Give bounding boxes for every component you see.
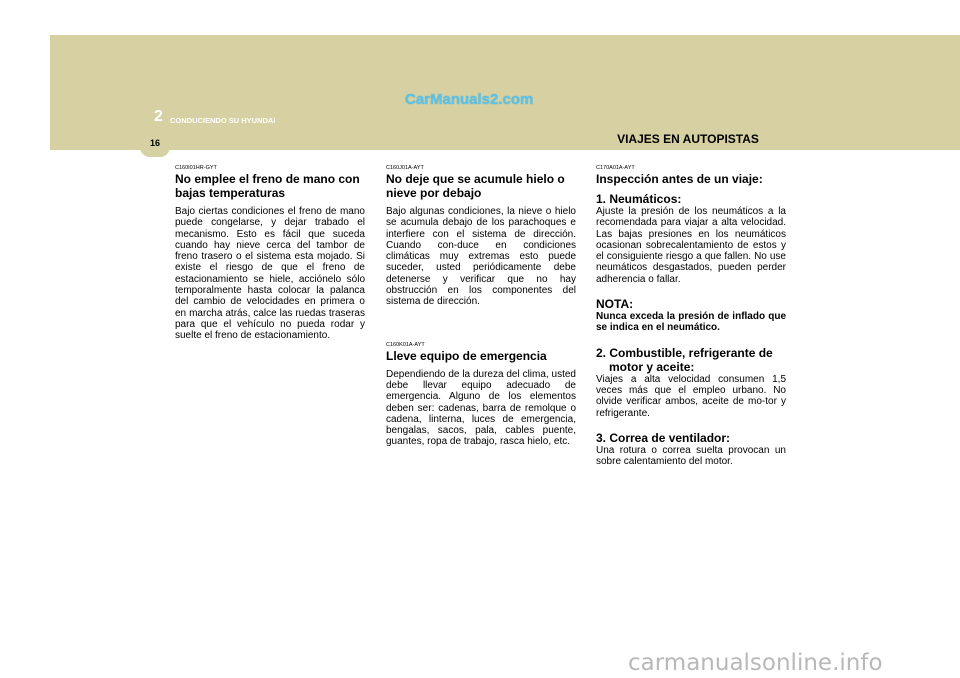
section-heading: No emplee el freno de mano con bajas temperaturas <box>175 172 360 200</box>
page-number-box <box>140 135 170 157</box>
section-title: VIAJES EN AUTOPISTAS <box>617 132 759 146</box>
section-code: C160I01HR-GYT <box>175 165 217 171</box>
section-heading: Lleve equipo de emergencia <box>386 348 547 363</box>
section-tab <box>590 128 786 150</box>
column-left <box>175 165 365 342</box>
section-code: C160J01A-AYT <box>386 165 424 171</box>
section-heading: Inspección antes de un viaje: <box>596 172 763 186</box>
footer-watermark: carmanualsonline.info <box>628 650 883 676</box>
item-title: 2. Combustible, refrigerante de motor y aceite: <box>596 345 773 374</box>
section-body: Bajo ciertas condiciones el freno de mano puede congelarse, y dejar trabado el mecanismo. Esto es fácil que suceda cuando hay nieve cerca del tambor de freno trasero o el sistema esta mojado. Si existe el riesgo de que el freno de estacionamiento se hiele, acciónelo sólo temporalmente hasta colocar la palanca del cambio de velocidades en primera o en marcha atrás, calce las ruedas traseras para que el vehículo no pueda rodar y suelte el freno de estacionamiento. <box>175 206 365 342</box>
page-number: 16 <box>149 138 160 148</box>
item-title: 3. Correa de ventilador: <box>596 430 731 445</box>
chapter-number: 2 <box>154 108 163 125</box>
column-middle <box>386 165 576 448</box>
item-body: Ajuste la presión de los neumáticos a la recomendada para viajar a alta velocidad. Las bajas presiones en los neumáticos ocasionan sobrecalentamiento de estos y el consiguiente riesgo a que fallen. No use neumáticos desgastados, pueden perder adherencia o fallar. <box>596 206 786 285</box>
section-heading: No deje que se acumule hielo o nieve por debajo <box>386 172 565 200</box>
item-title: 1. Neumáticos: <box>596 192 682 206</box>
section-body: Bajo algunas condiciones, la nieve o hielo se acumula debajo de los parachoques e interfiere con el sistema de dirección. Cuando con-duce en condiciones climáticas muy extremas esto puede suceder, usted periódicamente debe detenerse y verificar que no hay obstrucción en los componentes del sistema de dirección. <box>386 206 576 308</box>
column-right <box>596 165 786 467</box>
item-body: Viajes a alta velocidad consumen 1,5 veces más que el empleo urbano. No olvide verificar ambos, aceite de mo-tor y refrigerante. <box>596 373 786 419</box>
section-code: C170A01A-AYT <box>596 165 635 171</box>
watermark-link[interactable]: CarManuals2.com <box>405 91 534 108</box>
note-body: Nunca exceda la presión de inflado que se indica en el neumático. <box>596 311 786 334</box>
section-body: Dependiendo de la dureza del clima, usted debe llevar equipo adecuado de emergencia. Alguno de los elementos deben ser: cadenas, barra de remolque o cadena, linterna, luces de emergencia, bengalas, sacos, pala, cables puente, guantes, ropa de trabajo, rasca hielo, etc. <box>386 368 576 448</box>
note-title: NOTA: <box>596 297 634 312</box>
section-code: C160K01A-AYT <box>386 341 425 348</box>
item-body: Una rotura o correa suelta provocan un sobre calentamiento del motor. <box>596 444 786 468</box>
chapter-title: CONDUCIENDO SU HYUNDAI <box>170 116 276 125</box>
